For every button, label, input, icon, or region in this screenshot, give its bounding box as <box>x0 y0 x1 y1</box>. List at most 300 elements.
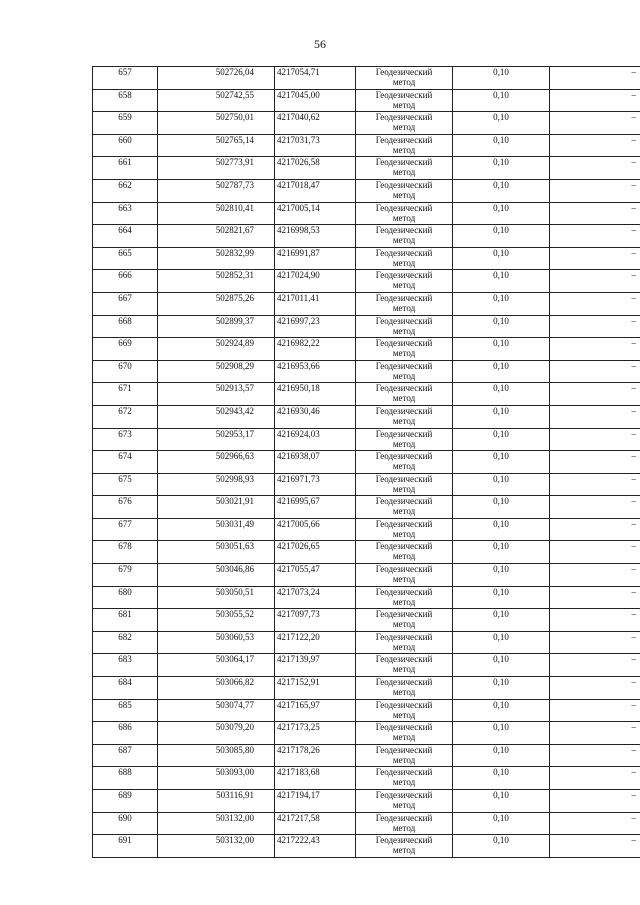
y-coordinate-cell: 4217097,73 <box>275 609 356 632</box>
method-cell <box>356 677 453 700</box>
y-coordinate-cell: 4216998,53 <box>275 225 356 248</box>
x-coordinate-cell: 502966,63 <box>158 451 275 474</box>
method-cell <box>356 451 453 474</box>
accuracy-cell: 0,10 <box>453 383 550 406</box>
note-cell: – <box>550 360 640 383</box>
point-number-cell: 683 <box>93 654 158 677</box>
table-row <box>93 315 640 338</box>
x-coordinate-cell: 503064,17 <box>158 654 275 677</box>
note-cell: – <box>550 338 640 361</box>
method-line-2: метод <box>392 506 416 517</box>
y-coordinate-cell: 4217018,47 <box>275 179 356 202</box>
x-coordinate-cell: 502810,41 <box>158 202 275 225</box>
y-coordinate-cell: 4216971,73 <box>275 473 356 496</box>
y-coordinate-cell: 4217178,26 <box>275 744 356 767</box>
note-cell: – <box>550 428 640 451</box>
x-coordinate-cell: 502875,26 <box>158 292 275 315</box>
method-line-1: Геодезический <box>375 112 433 123</box>
table-row <box>93 722 640 745</box>
method-line-2: метод <box>392 732 416 743</box>
method-line-1: Геодезический <box>375 202 433 213</box>
method-cell <box>356 564 453 587</box>
accuracy-cell: 0,10 <box>453 722 550 745</box>
accuracy-cell: 0,10 <box>453 225 550 248</box>
x-coordinate-cell: 502773,91 <box>158 157 275 180</box>
method-line-2: метод <box>392 257 416 268</box>
note-cell: – <box>550 631 640 654</box>
method-line-2: метод <box>392 370 416 381</box>
method-cell <box>356 360 453 383</box>
note-cell: – <box>550 541 640 564</box>
accuracy-cell: 0,10 <box>453 812 550 835</box>
accuracy-cell: 0,10 <box>453 654 550 677</box>
y-coordinate-cell: 4217045,00 <box>275 89 356 112</box>
table-row <box>93 202 640 225</box>
x-coordinate-cell: 502852,31 <box>158 270 275 293</box>
method-cell <box>356 315 453 338</box>
method-line-1: Геодезический <box>375 292 433 303</box>
table-row <box>93 586 640 609</box>
point-number-cell: 668 <box>93 315 158 338</box>
method-line-2: метод <box>392 641 416 652</box>
accuracy-cell: 0,10 <box>453 677 550 700</box>
method-line-2: метод <box>392 596 416 607</box>
method-line-1: Геодезический <box>375 157 433 168</box>
y-coordinate-cell: 4217165,97 <box>275 699 356 722</box>
x-coordinate-cell: 503132,00 <box>158 812 275 835</box>
point-number-cell: 667 <box>93 292 158 315</box>
point-number-cell: 688 <box>93 767 158 790</box>
x-coordinate-cell: 502913,57 <box>158 383 275 406</box>
method-line-2: метод <box>392 483 416 494</box>
x-coordinate-cell: 502998,93 <box>158 473 275 496</box>
method-line-1: Геодезический <box>375 270 433 281</box>
x-coordinate-cell: 502953,17 <box>158 428 275 451</box>
point-number-cell: 690 <box>93 812 158 835</box>
note-cell: – <box>550 722 640 745</box>
point-number-cell: 689 <box>93 790 158 813</box>
method-line-2: метод <box>392 687 416 698</box>
accuracy-cell: 0,10 <box>453 586 550 609</box>
method-line-1: Геодезический <box>375 179 433 190</box>
table-row <box>93 360 640 383</box>
note-cell: – <box>550 89 640 112</box>
x-coordinate-cell: 502750,01 <box>158 112 275 135</box>
method-cell <box>356 699 453 722</box>
x-coordinate-cell: 503074,77 <box>158 699 275 722</box>
table-row <box>93 428 640 451</box>
method-cell <box>356 654 453 677</box>
method-cell <box>356 428 453 451</box>
method-line-1: Геодезический <box>375 609 433 620</box>
note-cell: – <box>550 609 640 632</box>
accuracy-cell: 0,10 <box>453 134 550 157</box>
method-line-2: метод <box>392 664 416 675</box>
method-line-1: Геодезический <box>375 722 433 733</box>
accuracy-cell: 0,10 <box>453 767 550 790</box>
accuracy-cell: 0,10 <box>453 202 550 225</box>
point-number-cell: 675 <box>93 473 158 496</box>
accuracy-cell: 0,10 <box>453 247 550 270</box>
method-cell <box>356 202 453 225</box>
method-line-2: метод <box>392 189 416 200</box>
accuracy-cell: 0,10 <box>453 541 550 564</box>
x-coordinate-cell: 503021,91 <box>158 496 275 519</box>
method-line-2: метод <box>392 845 416 856</box>
method-cell <box>356 496 453 519</box>
method-line-1: Геодезический <box>375 67 433 77</box>
method-cell <box>356 586 453 609</box>
y-coordinate-cell: 4217026,65 <box>275 541 356 564</box>
x-coordinate-cell: 503060,53 <box>158 631 275 654</box>
note-cell: – <box>550 383 640 406</box>
method-cell <box>356 338 453 361</box>
method-cell <box>356 609 453 632</box>
method-cell <box>356 112 453 135</box>
method-cell <box>356 405 453 428</box>
point-number-cell: 678 <box>93 541 158 564</box>
point-number-cell: 662 <box>93 179 158 202</box>
point-number-cell: 658 <box>93 89 158 112</box>
point-number-cell: 679 <box>93 564 158 587</box>
table-row <box>93 405 640 428</box>
accuracy-cell: 0,10 <box>453 179 550 202</box>
point-number-cell: 691 <box>93 835 158 858</box>
method-line-1: Геодезический <box>375 134 433 145</box>
accuracy-cell: 0,10 <box>453 835 550 858</box>
accuracy-cell: 0,10 <box>453 67 550 90</box>
y-coordinate-cell: 4216997,23 <box>275 315 356 338</box>
note-cell: – <box>550 473 640 496</box>
method-line-2: метод <box>392 551 416 562</box>
method-line-1: Геодезический <box>375 564 433 575</box>
method-line-1: Геодезический <box>375 383 433 394</box>
y-coordinate-cell: 4217040,62 <box>275 112 356 135</box>
accuracy-cell: 0,10 <box>453 360 550 383</box>
table-row <box>93 338 640 361</box>
note-cell: – <box>550 790 640 813</box>
note-cell: – <box>550 812 640 835</box>
coordinates-table-body <box>93 67 640 858</box>
method-cell <box>356 790 453 813</box>
method-line-2: метод <box>392 822 416 833</box>
method-cell <box>356 631 453 654</box>
point-number-cell: 681 <box>93 609 158 632</box>
table-row <box>93 270 640 293</box>
method-line-1: Геодезический <box>375 631 433 642</box>
x-coordinate-cell: 503079,20 <box>158 722 275 745</box>
y-coordinate-cell: 4217024,90 <box>275 270 356 293</box>
method-line-1: Геодезический <box>375 744 433 755</box>
method-line-2: метод <box>392 528 416 539</box>
table-row <box>93 112 640 135</box>
y-coordinate-cell: 4216991,87 <box>275 247 356 270</box>
method-line-2: метод <box>392 325 416 336</box>
method-line-1: Геодезический <box>375 315 433 326</box>
note-cell: – <box>550 202 640 225</box>
accuracy-cell: 0,10 <box>453 89 550 112</box>
method-line-1: Геодезический <box>375 699 433 710</box>
table-row <box>93 225 640 248</box>
table-row <box>93 179 640 202</box>
note-cell: – <box>550 179 640 202</box>
accuracy-cell: 0,10 <box>453 496 550 519</box>
note-cell: – <box>550 518 640 541</box>
note-cell: – <box>550 225 640 248</box>
x-coordinate-cell: 502742,55 <box>158 89 275 112</box>
method-line-1: Геодезический <box>375 428 433 439</box>
method-line-2: метод <box>392 144 416 155</box>
y-coordinate-cell: 4217194,17 <box>275 790 356 813</box>
page-number: 56 <box>314 37 326 51</box>
y-coordinate-cell: 4217122,20 <box>275 631 356 654</box>
x-coordinate-cell: 502765,14 <box>158 134 275 157</box>
accuracy-cell: 0,10 <box>453 473 550 496</box>
point-number-cell: 670 <box>93 360 158 383</box>
note-cell: – <box>550 654 640 677</box>
table-row <box>93 677 640 700</box>
y-coordinate-cell: 4217152,91 <box>275 677 356 700</box>
point-number-cell: 669 <box>93 338 158 361</box>
table-row <box>93 67 640 90</box>
table-row <box>93 247 640 270</box>
method-line-2: метод <box>392 77 416 87</box>
point-number-cell: 684 <box>93 677 158 700</box>
table-row <box>93 609 640 632</box>
y-coordinate-cell: 4216953,66 <box>275 360 356 383</box>
y-coordinate-cell: 4217183,68 <box>275 767 356 790</box>
method-cell <box>356 225 453 248</box>
method-line-2: метод <box>392 619 416 630</box>
table-row <box>93 292 640 315</box>
method-cell <box>356 518 453 541</box>
table-row <box>93 654 640 677</box>
x-coordinate-cell: 502787,73 <box>158 179 275 202</box>
method-cell <box>356 179 453 202</box>
method-line-1: Геодезический <box>375 473 433 484</box>
y-coordinate-cell: 4216950,18 <box>275 383 356 406</box>
x-coordinate-cell: 502908,29 <box>158 360 275 383</box>
method-line-2: метод <box>392 99 416 110</box>
table-row <box>93 157 640 180</box>
method-line-1: Геодезический <box>375 677 433 688</box>
point-number-cell: 686 <box>93 722 158 745</box>
method-cell <box>356 473 453 496</box>
accuracy-cell: 0,10 <box>453 270 550 293</box>
x-coordinate-cell: 503031,49 <box>158 518 275 541</box>
point-number-cell: 661 <box>93 157 158 180</box>
note-cell: – <box>550 699 640 722</box>
table-row <box>93 790 640 813</box>
x-coordinate-cell: 503050,51 <box>158 586 275 609</box>
note-cell: – <box>550 157 640 180</box>
point-number-cell: 665 <box>93 247 158 270</box>
note-cell: – <box>550 835 640 858</box>
method-line-1: Геодезический <box>375 247 433 258</box>
method-cell <box>356 157 453 180</box>
note-cell: – <box>550 134 640 157</box>
method-line-2: метод <box>392 777 416 788</box>
accuracy-cell: 0,10 <box>453 451 550 474</box>
note-cell: – <box>550 315 640 338</box>
point-number-cell: 680 <box>93 586 158 609</box>
note-cell: – <box>550 451 640 474</box>
x-coordinate-cell: 503066,82 <box>158 677 275 700</box>
point-number-cell: 657 <box>93 67 158 90</box>
y-coordinate-cell: 4216930,46 <box>275 405 356 428</box>
method-line-1: Геодезический <box>375 586 433 597</box>
method-line-2: метод <box>392 438 416 449</box>
method-line-1: Геодезический <box>375 654 433 665</box>
point-number-cell: 682 <box>93 631 158 654</box>
method-line-2: метод <box>392 461 416 472</box>
note-cell: – <box>550 247 640 270</box>
method-line-1: Геодезический <box>375 518 433 529</box>
y-coordinate-cell: 4217031,73 <box>275 134 356 157</box>
table-row <box>93 744 640 767</box>
accuracy-cell: 0,10 <box>453 699 550 722</box>
table-row <box>93 541 640 564</box>
accuracy-cell: 0,10 <box>453 112 550 135</box>
method-line-2: метод <box>392 235 416 246</box>
method-line-1: Геодезический <box>375 767 433 778</box>
x-coordinate-cell: 502924,89 <box>158 338 275 361</box>
method-cell <box>356 835 453 858</box>
y-coordinate-cell: 4217073,24 <box>275 586 356 609</box>
point-number-cell: 685 <box>93 699 158 722</box>
y-coordinate-cell: 4217222,43 <box>275 835 356 858</box>
note-cell: – <box>550 496 640 519</box>
method-cell <box>356 67 453 90</box>
point-number-cell: 666 <box>93 270 158 293</box>
note-cell: – <box>550 112 640 135</box>
y-coordinate-cell: 4217005,66 <box>275 518 356 541</box>
method-line-1: Геодезический <box>375 225 433 236</box>
table-row <box>93 383 640 406</box>
method-cell <box>356 292 453 315</box>
method-cell <box>356 89 453 112</box>
method-line-2: метод <box>392 302 416 313</box>
note-cell: – <box>550 677 640 700</box>
method-cell <box>356 247 453 270</box>
x-coordinate-cell: 503116,91 <box>158 790 275 813</box>
method-line-2: метод <box>392 212 416 223</box>
point-number-cell: 664 <box>93 225 158 248</box>
x-coordinate-cell: 502899,37 <box>158 315 275 338</box>
point-number-cell: 671 <box>93 383 158 406</box>
table-row <box>93 518 640 541</box>
method-line-2: метод <box>392 415 416 426</box>
point-number-cell: 673 <box>93 428 158 451</box>
point-number-cell: 672 <box>93 405 158 428</box>
method-line-1: Геодезический <box>375 812 433 823</box>
y-coordinate-cell: 4217055,47 <box>275 564 356 587</box>
method-line-1: Геодезический <box>375 451 433 462</box>
method-cell <box>356 270 453 293</box>
method-line-1: Геодезический <box>375 835 433 846</box>
y-coordinate-cell: 4217217,58 <box>275 812 356 835</box>
method-cell <box>356 383 453 406</box>
y-coordinate-cell: 4217054,71 <box>275 67 356 90</box>
accuracy-cell: 0,10 <box>453 157 550 180</box>
note-cell: – <box>550 405 640 428</box>
y-coordinate-cell: 4217011,41 <box>275 292 356 315</box>
x-coordinate-cell: 502821,67 <box>158 225 275 248</box>
point-number-cell: 659 <box>93 112 158 135</box>
table-row <box>93 451 640 474</box>
method-cell <box>356 744 453 767</box>
method-cell <box>356 812 453 835</box>
coordinates-table <box>92 66 640 858</box>
method-cell <box>356 722 453 745</box>
table-row <box>93 767 640 790</box>
point-number-cell: 687 <box>93 744 158 767</box>
accuracy-cell: 0,10 <box>453 292 550 315</box>
method-line-1: Геодезический <box>375 790 433 800</box>
y-coordinate-cell: 4217173,25 <box>275 722 356 745</box>
method-line-1: Геодезический <box>375 338 433 349</box>
point-number-cell: 676 <box>93 496 158 519</box>
point-number-cell: 660 <box>93 134 158 157</box>
y-coordinate-cell: 4216924,03 <box>275 428 356 451</box>
method-line-2: метод <box>392 348 416 359</box>
table-row <box>93 564 640 587</box>
table-row <box>93 496 640 519</box>
x-coordinate-cell: 503093,00 <box>158 767 275 790</box>
x-coordinate-cell: 503055,52 <box>158 609 275 632</box>
x-coordinate-cell: 502832,99 <box>158 247 275 270</box>
accuracy-cell: 0,10 <box>453 518 550 541</box>
method-line-1: Геодезический <box>375 496 433 507</box>
accuracy-cell: 0,10 <box>453 405 550 428</box>
method-line-1: Геодезический <box>375 360 433 371</box>
point-number-cell: 663 <box>93 202 158 225</box>
accuracy-cell: 0,10 <box>453 631 550 654</box>
table-row <box>93 631 640 654</box>
table-row <box>93 835 640 858</box>
table-row <box>93 812 640 835</box>
method-line-1: Геодезический <box>375 89 433 100</box>
x-coordinate-cell: 503051,63 <box>158 541 275 564</box>
note-cell: – <box>550 586 640 609</box>
method-line-1: Геодезический <box>375 541 433 552</box>
x-coordinate-cell: 503046,86 <box>158 564 275 587</box>
method-line-2: метод <box>392 122 416 133</box>
accuracy-cell: 0,10 <box>453 790 550 813</box>
x-coordinate-cell: 503085,80 <box>158 744 275 767</box>
y-coordinate-cell: 4216995,67 <box>275 496 356 519</box>
x-coordinate-cell: 502943,42 <box>158 405 275 428</box>
y-coordinate-cell: 4216938,07 <box>275 451 356 474</box>
method-line-2: метод <box>392 280 416 291</box>
accuracy-cell: 0,10 <box>453 338 550 361</box>
accuracy-cell: 0,10 <box>453 315 550 338</box>
method-line-2: метод <box>392 393 416 404</box>
accuracy-cell: 0,10 <box>453 744 550 767</box>
table-row <box>93 699 640 722</box>
method-line-1: Геодезический <box>375 405 433 416</box>
method-line-2: метод <box>392 574 416 585</box>
method-cell <box>356 541 453 564</box>
accuracy-cell: 0,10 <box>453 564 550 587</box>
method-line-2: метод <box>392 167 416 178</box>
method-line-2: метод <box>392 709 416 720</box>
point-number-cell: 677 <box>93 518 158 541</box>
method-line-2: метод <box>392 800 416 810</box>
y-coordinate-cell: 4217005,14 <box>275 202 356 225</box>
x-coordinate-cell: 503132,00 <box>158 835 275 858</box>
point-number-cell: 674 <box>93 451 158 474</box>
